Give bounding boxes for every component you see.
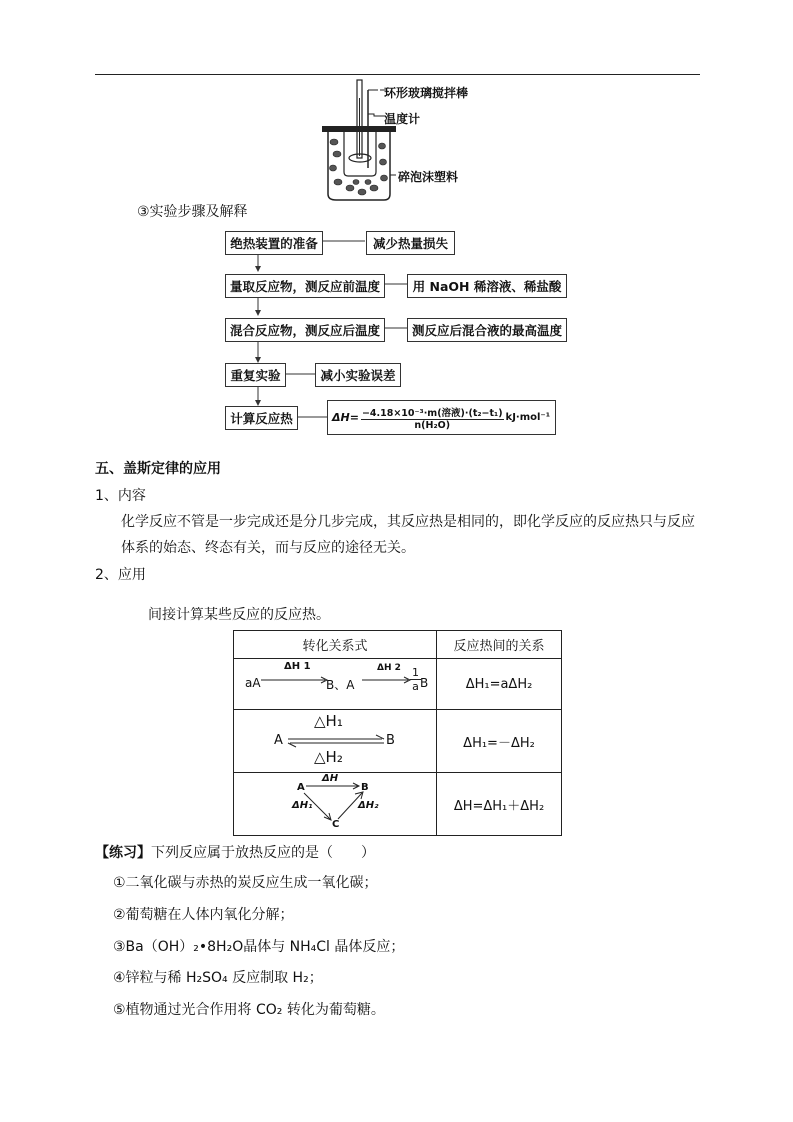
exercise-option: ③Ba（OH）₂•8H₂O晶体与 NH₄Cl 晶体反应； (113, 939, 405, 955)
table-row (234, 773, 562, 836)
label-stirrer: 环形玻璃搅拌棒 (384, 86, 469, 100)
exercise-question: 下列反应属于放热反应的是（ ） (151, 845, 375, 861)
row3-label-ac: ΔH₁ (292, 800, 313, 811)
row2-arrows (286, 734, 386, 748)
row2-diagram (234, 710, 437, 773)
flow-note-1: 减少热量损失 (366, 231, 455, 255)
steps-heading: ③实验步骤及解释 (137, 204, 248, 220)
table-header-conversion: 转化关系式 (234, 631, 437, 659)
row2-bottom-label: △H₂ (314, 748, 343, 766)
formula-box (327, 400, 556, 435)
hess-table (233, 630, 562, 836)
formula-lhs: ΔH= (332, 411, 359, 424)
table-header-relation: 反应热间的关系 (437, 631, 562, 659)
formula-unit: kJ·mol⁻¹ (505, 412, 551, 423)
row1-diagram (234, 659, 437, 710)
exercise-tag: 【练习】 (95, 845, 151, 861)
row2-B: B (386, 733, 395, 748)
row1-frac-den: a (412, 680, 419, 693)
flow-note-2: 用 NaOH 稀溶液、稀盐酸 (407, 274, 567, 298)
flow-step-4: 重复实验 (225, 363, 286, 387)
row3-C: C (332, 819, 340, 830)
flow-note-3: 测反应后混合液的最高温度 (407, 318, 567, 342)
formula-denominator: n(H₂O) (414, 419, 451, 431)
flow-step-3: 混合反应物，测反应后温度 (225, 318, 385, 342)
row2-top-label: △H₁ (314, 712, 343, 730)
label-thermometer: 温度计 (384, 112, 421, 126)
row1-mid: B、A (326, 678, 355, 692)
table-row (234, 659, 562, 710)
row3-diagram (234, 773, 437, 836)
exercise-option: ①二氧化碳与赤热的炭反应生成一氧化碳； (113, 875, 378, 891)
header-rule (95, 74, 700, 75)
row1-relation: ΔH₁=aΔH₂ (437, 659, 562, 710)
flow-step-5: 计算反应热 (225, 406, 298, 430)
row1-arrow1-label: ΔH 1 (284, 661, 311, 672)
row2-relation: ΔH₁=－ΔH₂ (437, 710, 562, 773)
section-title: 五、盖斯定律的应用 (95, 461, 221, 477)
item1-title: 1、内容 (95, 488, 146, 504)
label-foam: 碎泡沫塑料 (398, 170, 459, 184)
row1-arrow2 (362, 675, 412, 685)
row2-A: A (274, 733, 283, 748)
item2-text: 间接计算某些反应的反应热。 (148, 607, 330, 623)
table-row (234, 710, 562, 773)
row1-aA: aA (245, 676, 261, 690)
row1-arrow2-label: ΔH 2 (377, 663, 401, 673)
exercise-option: ④锌粒与稀 H₂SO₄ 反应制取 H₂； (113, 970, 323, 986)
row3-triangle-arrows (234, 773, 436, 835)
formula-numerator: −4.18×10⁻³·m(溶液)·(t₂−t₁) (361, 405, 504, 420)
row3-label-ab: ΔH (322, 773, 339, 784)
item1-text-line2: 体系的始态、终态有关，而与反应的途径无关。 (121, 540, 415, 556)
row3-A: A (297, 782, 305, 793)
flow-step-2: 量取反应物，测反应前温度 (225, 274, 385, 298)
row3-B: B (361, 782, 369, 793)
row1-B: B (420, 676, 429, 690)
exercise-option: ⑤植物通过光合作用将 CO₂ 转化为葡萄糖。 (113, 1002, 385, 1018)
exercise-question-line (95, 842, 375, 862)
item1-text-line1: 化学反应不管是一步完成还是分几步完成，其反应热是相同的，即化学反应的反应热只与反应 (121, 514, 695, 530)
row3-relation: ΔH=ΔH₁＋ΔH₂ (437, 773, 562, 836)
flow-step-1: 绝热装置的准备 (225, 231, 323, 255)
exercise-option: ②葡萄糖在人体内氧化分解； (113, 907, 294, 923)
flow-note-4: 减小实验误差 (315, 363, 401, 387)
row1-arrow1 (261, 675, 329, 685)
item2-title: 2、应用 (95, 567, 146, 583)
row3-label-bc: ΔH₂ (358, 800, 379, 811)
row1-frac-num: 1 (412, 666, 419, 679)
